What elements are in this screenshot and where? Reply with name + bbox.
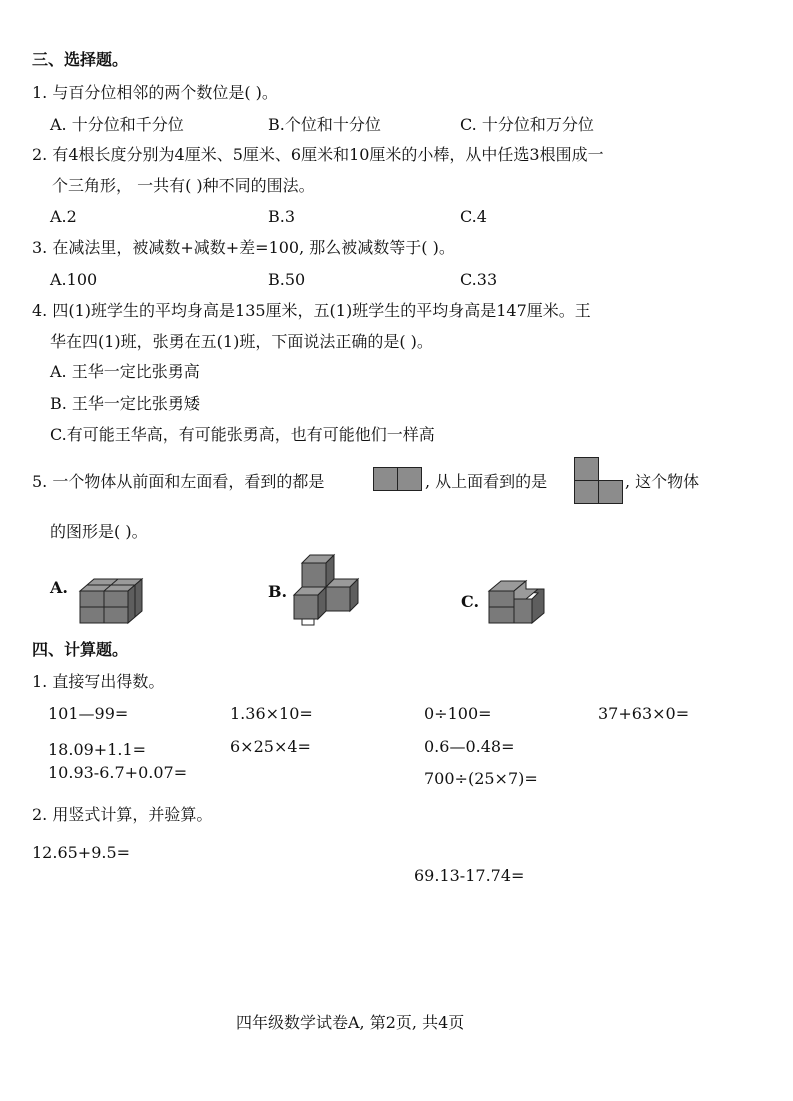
calc-item: 10.93-6.7+0.07= xyxy=(48,763,188,782)
q4-stem-line1: 4. 四(1)班学生的平均身高是135厘米，五(1)班学生的平均身高是147厘米。王 xyxy=(32,301,591,320)
vertical-calc-item: 69.13-17.74= xyxy=(414,866,525,885)
q5-option-c-figure xyxy=(486,577,548,625)
q5-stem-line2: 的图形是( )。 xyxy=(50,522,148,541)
q5-option-c-label: C. xyxy=(461,592,480,611)
calc-q1-title: 1. 直接写出得数。 xyxy=(32,672,165,691)
q1-stem: 1. 与百分位相邻的两个数位是( )。 xyxy=(32,83,278,102)
page-footer: 四年级数学试卷A, 第2页, 共4页 xyxy=(236,1013,465,1032)
q1-option-b: B.个位和十分位 xyxy=(268,115,381,134)
q2-stem-line2: 个三角形， 一共有( )种不同的围法。 xyxy=(52,176,315,195)
calc-item: 0÷100= xyxy=(424,704,492,723)
q5-option-a-label: A. xyxy=(50,578,68,597)
q5-option-b-figure xyxy=(290,553,360,627)
q5-option-a-figure xyxy=(76,575,148,625)
q5-stem-part3: , 这个物体 xyxy=(625,472,700,491)
q5-stem-part2: , 从上面看到的是 xyxy=(425,472,548,491)
top-view-figure xyxy=(574,457,624,505)
calc-item: 6×25×4= xyxy=(230,737,311,756)
q4-option-b: B. 王华一定比张勇矮 xyxy=(50,394,200,413)
q2-option-c: C.4 xyxy=(460,207,487,226)
calc-item: 101—99= xyxy=(48,704,129,723)
section4-heading: 四、计算题。 xyxy=(32,640,129,659)
q1-option-a: A. 十分位和千分位 xyxy=(50,115,184,134)
calc-item: 1.36×10= xyxy=(230,704,313,723)
calc-q2-title: 2. 用竖式计算，并验算。 xyxy=(32,805,213,824)
q1-option-c: C. 十分位和万分位 xyxy=(460,115,594,134)
q5-stem-part1: 5. 一个物体从前面和左面看，看到的都是 xyxy=(32,472,325,491)
q3-option-c: C.33 xyxy=(460,270,498,289)
q4-option-a: A. 王华一定比张勇高 xyxy=(50,362,200,381)
calc-item: 37+63×0= xyxy=(598,704,690,723)
q3-option-b: B.50 xyxy=(268,270,306,289)
section3-heading: 三、选择题。 xyxy=(32,50,129,69)
q2-option-b: B.3 xyxy=(268,207,296,226)
q4-option-c: C.有可能王华高，有可能张勇高，也有可能他们一样高 xyxy=(50,425,435,444)
q3-stem: 3. 在减法里，被减数+减数+差=100, 那么被减数等于( )。 xyxy=(32,238,455,257)
calc-item: 0.6—0.48= xyxy=(424,737,515,756)
q2-option-a: A.2 xyxy=(50,207,77,226)
calc-item: 700÷(25×7)= xyxy=(424,769,538,788)
front-view-figure xyxy=(373,467,423,491)
q2-stem-line1: 2. 有4根长度分别为4厘米、5厘米、6厘米和10厘米的小棒，从中任选3根围成一 xyxy=(32,145,604,164)
q3-option-a: A.100 xyxy=(50,270,98,289)
q4-stem-line2: 华在四(1)班，张勇在五(1)班，下面说法正确的是( )。 xyxy=(50,332,433,351)
q5-option-b-label: B. xyxy=(268,582,288,601)
vertical-calc-item: 12.65+9.5= xyxy=(32,843,131,862)
calc-item: 18.09+1.1= xyxy=(48,740,147,759)
